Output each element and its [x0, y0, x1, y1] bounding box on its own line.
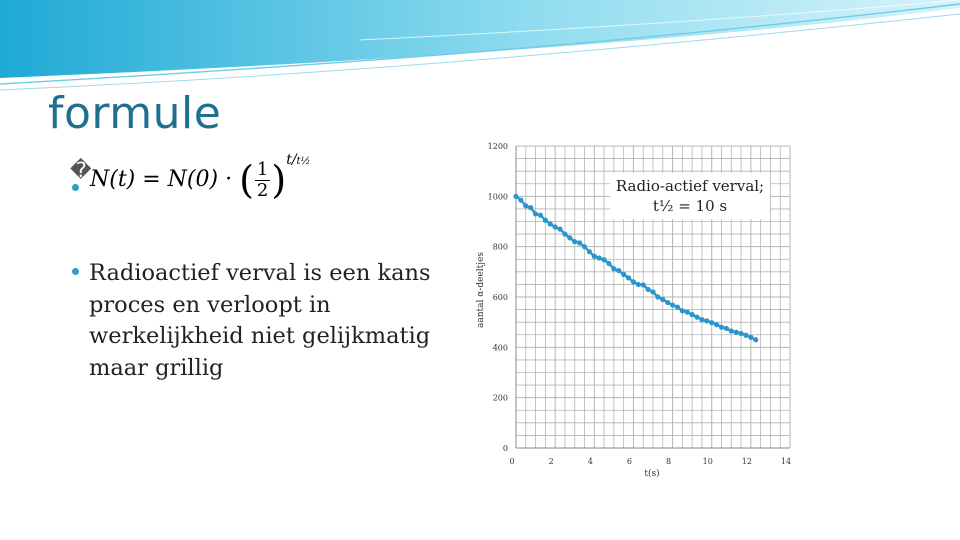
x-tick-label: 4	[587, 457, 593, 466]
x-tick-label: 6	[626, 457, 632, 466]
data-point	[553, 224, 558, 229]
data-point	[616, 268, 621, 273]
data-point	[557, 226, 562, 231]
y-tick-labels	[488, 142, 508, 453]
y-tick-label: 0	[502, 444, 508, 453]
x-tick-label: 14	[780, 457, 792, 466]
formula-paren-close: )	[271, 158, 287, 202]
data-point	[621, 272, 626, 277]
decay-chart-svg	[470, 130, 800, 490]
chart-title-line-2: t½ = 10 s	[652, 197, 728, 215]
data-point	[572, 239, 577, 244]
data-point	[704, 318, 709, 323]
body-text: Radioactief verval is een kans proces en verloopt in werkelijkheid niet gelijkmatig maar grillig	[89, 260, 431, 381]
slide-title: formule	[48, 88, 222, 139]
data-point	[743, 333, 748, 338]
data-point	[606, 261, 611, 266]
data-point	[675, 304, 680, 309]
x-tick-label: 8	[666, 457, 672, 466]
formula-paren-open: (	[239, 158, 254, 202]
data-point	[611, 266, 616, 271]
data-point	[636, 282, 641, 287]
y-tick-label: 600	[492, 293, 508, 302]
data-point	[694, 315, 699, 320]
header-banner	[0, 0, 960, 95]
data-point	[660, 297, 665, 302]
formula-fraction	[255, 160, 270, 201]
data-point	[685, 310, 690, 315]
x-tick-label: 2	[548, 457, 554, 466]
data-point	[577, 240, 582, 245]
data-point	[655, 294, 660, 299]
y-tick-label: 1200	[487, 142, 508, 151]
decay-chart	[470, 130, 800, 490]
x-tick-label: 10	[702, 457, 713, 466]
data-point	[724, 326, 729, 331]
data-point	[538, 213, 543, 218]
x-tick-label: 12	[741, 457, 752, 466]
bullet-icon	[72, 184, 79, 191]
data-point	[513, 194, 518, 199]
data-point	[597, 255, 602, 260]
y-tick-label: 800	[492, 242, 508, 252]
data-point	[670, 302, 675, 307]
y-tick-label: 400	[492, 343, 508, 353]
data-point	[582, 244, 587, 249]
data-point	[734, 330, 739, 335]
data-point	[562, 231, 567, 236]
x-axis-label: t(s)	[644, 469, 660, 479]
data-point	[699, 317, 704, 322]
formula-bullet	[68, 152, 348, 215]
data-point	[680, 308, 685, 313]
x-tick-label: 0	[509, 457, 515, 466]
data-point	[650, 289, 655, 294]
formula-frac-num: 1	[256, 158, 269, 180]
y-tick-label: 1000	[487, 192, 508, 202]
data-point	[528, 205, 533, 210]
data-point	[626, 275, 631, 280]
data-point	[748, 335, 753, 340]
data-point	[665, 300, 670, 305]
formula-frac-den: 2	[256, 179, 269, 201]
data-point	[641, 282, 646, 287]
missing-glyph-icon: �	[70, 158, 92, 182]
y-tick-label: 200	[492, 393, 508, 403]
data-point	[548, 221, 553, 226]
data-point	[646, 287, 651, 292]
data-point	[592, 254, 597, 259]
formula-exp-half: t½	[296, 156, 311, 167]
data-point	[518, 198, 523, 203]
data-point	[729, 328, 734, 333]
data-point	[719, 325, 724, 330]
data-point	[543, 218, 548, 223]
data-point	[567, 235, 572, 240]
data-point	[753, 337, 758, 342]
formula-lhs: N(t) = N(0) ·	[90, 167, 233, 192]
data-point	[587, 249, 592, 254]
x-tick-labels	[509, 457, 791, 466]
decay-formula	[90, 152, 311, 202]
bullet-icon	[72, 268, 79, 275]
formula-exponent: t/t½	[286, 152, 311, 168]
data-point	[533, 211, 538, 216]
data-point	[738, 331, 743, 336]
chart-title-text: Radio-actief verval;	[615, 177, 765, 195]
data-point	[631, 279, 636, 284]
data-point	[709, 320, 714, 325]
data-point	[601, 257, 606, 262]
data-point	[690, 312, 695, 317]
y-axis-label: aantal α-deeltjes	[476, 251, 486, 329]
data-point	[714, 322, 719, 327]
formula-exp-t: t	[286, 152, 292, 168]
data-point	[523, 203, 528, 208]
